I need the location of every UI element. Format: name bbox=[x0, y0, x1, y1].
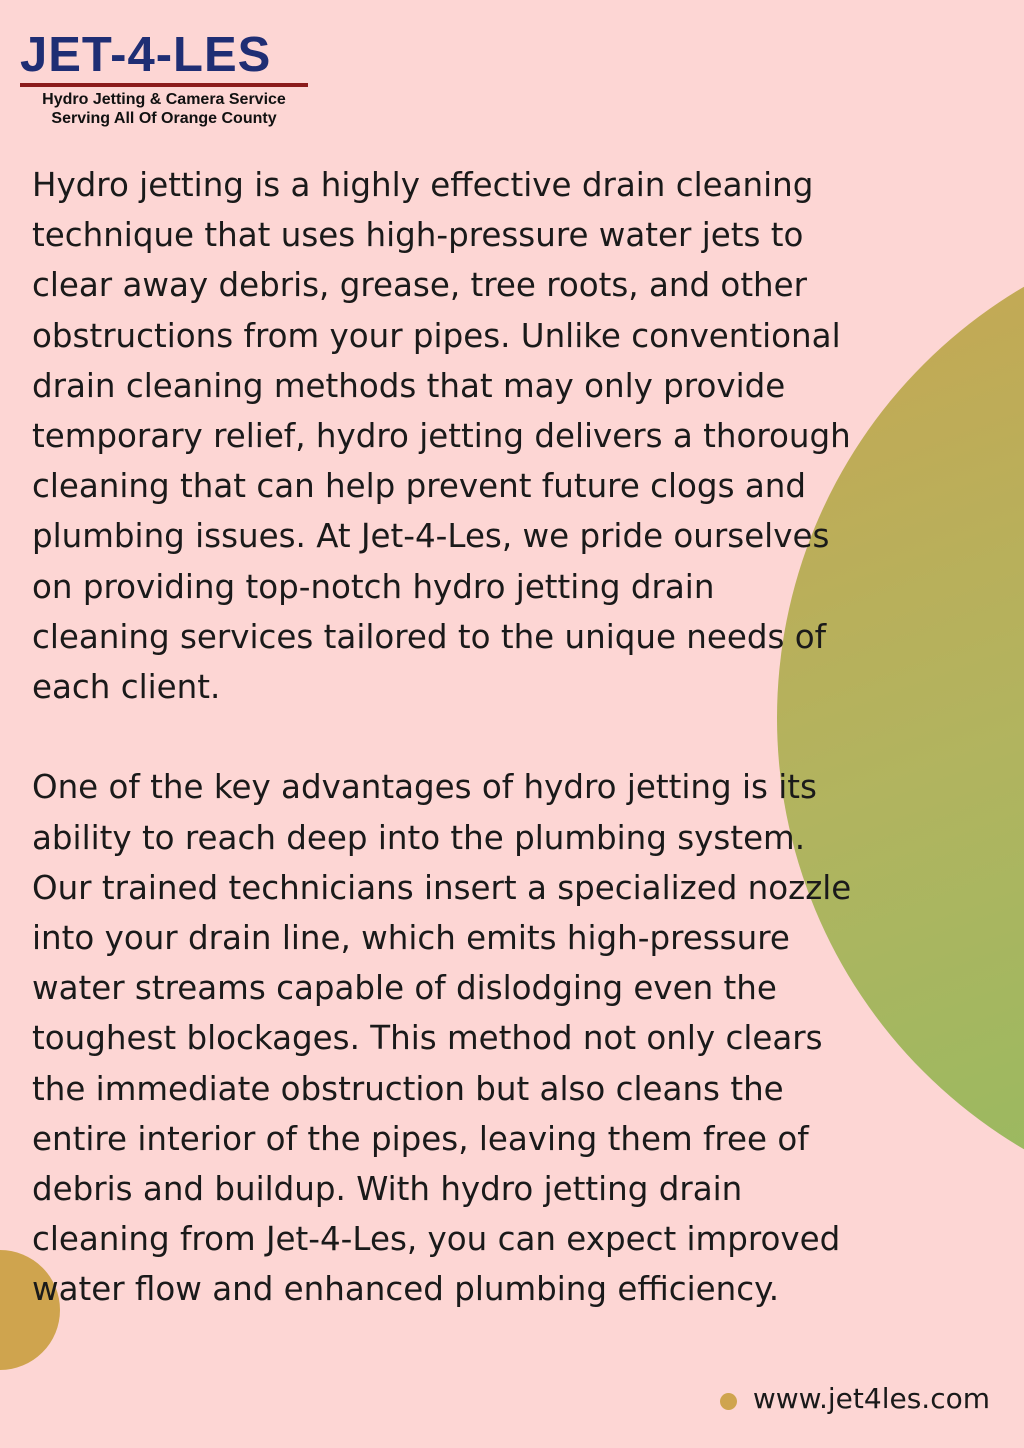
logo-underline bbox=[20, 83, 308, 87]
logo-title: JET-4-LES bbox=[20, 28, 272, 82]
article-body bbox=[32, 160, 992, 1315]
paragraph-intro: Hydro jetting is a highly effective drain cleaning technique that uses high-pressure water jets to clear away debris, grease, tree roots, and other obstructions from your pipes. Unlike conventional drain cleaning methods that may only provide temporary relief, hydro jetting delivers a thorough cleaning that can help prevent future clogs and plumbing issues. At Jet-4-Les, we pride ourselves on providing top-notch hydro jetting drain cleaning services tailored to the unique needs of each client. bbox=[32, 166, 851, 707]
logo-tagline-area: Serving All Of Orange County bbox=[51, 110, 277, 127]
bullet-dot-icon bbox=[720, 1393, 737, 1410]
logo-tagline-service: Hydro Jetting & Camera Service bbox=[42, 91, 286, 108]
footer bbox=[720, 1381, 990, 1417]
website-link[interactable]: www.jet4les.com bbox=[752, 1382, 990, 1415]
paragraph-advantages: One of the key advantages of hydro jetting is its ability to reach deep into the plumbing system. Our trained technicians insert a specialized nozzle into your drain line, which emits high-pressure water streams capable of dislodging even the toughest blockages. This method not only clears the immediate obstruction but also cleans the entire interior of the pipes, leaving them free of debris and buildup. With hydro jetting drain cleaning from Jet-4-Les, you can expect improved water flow and enhanced plumbing efficiency. bbox=[32, 768, 852, 1309]
company-logo bbox=[20, 30, 310, 128]
